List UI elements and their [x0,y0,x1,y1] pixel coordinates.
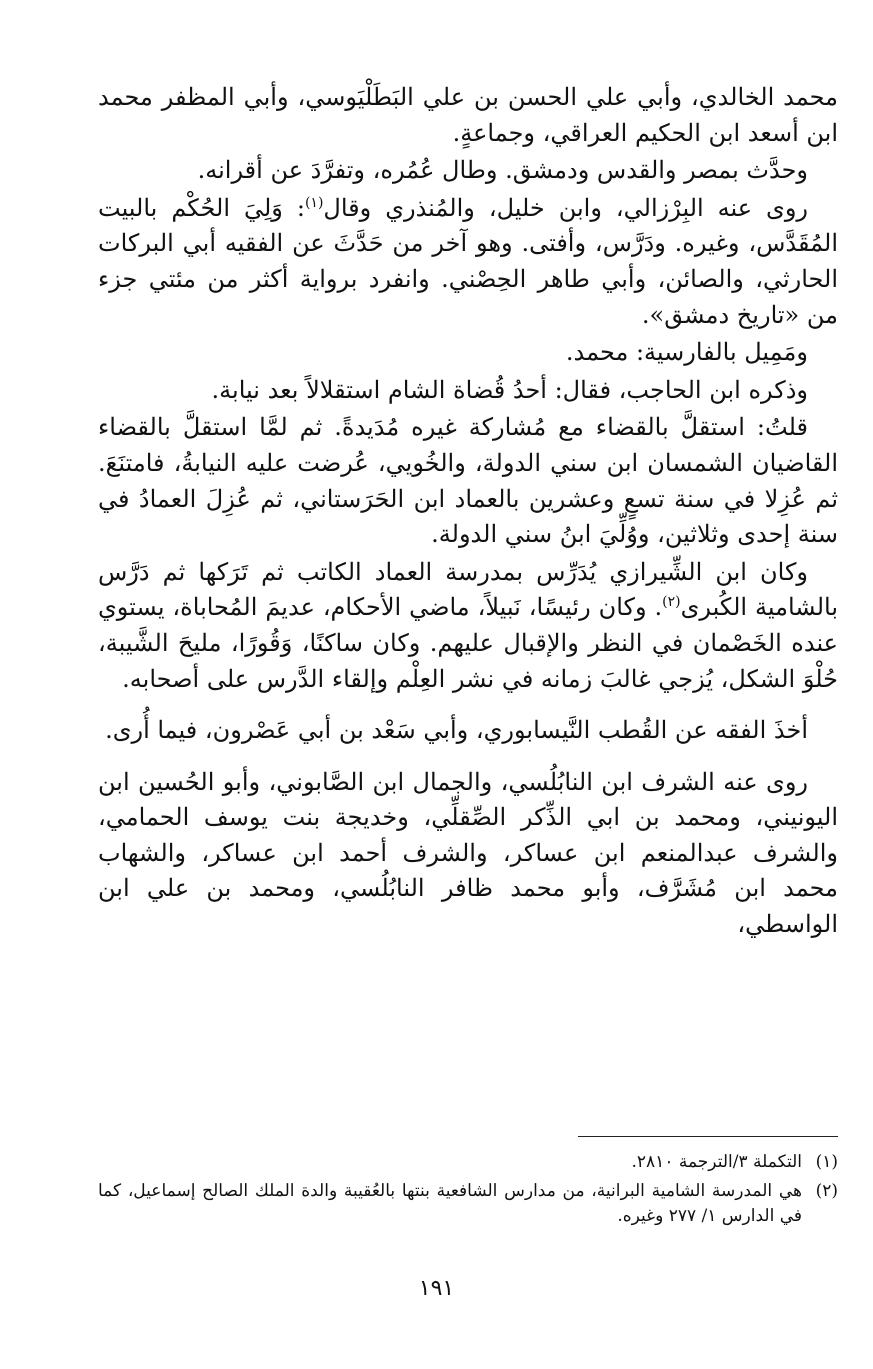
paragraph-7 [98,555,838,697]
paragraph-3 [98,191,838,333]
paragraph-7-text-b: . وكان رئيسًا، نَبيلاً، ماضي الأحكام، عديمَ المُحاباة، يستوي عنده الخَصْمان في النظر والإقبال عليهم. وكان ساكنًا، وَقُورًا، مليحَ الشَّيبة، حُلْوَ الشكل، يُزجي غالبَ زمانه في نشر العِلْم وإلقاء الدَّرس على أصحابه. [98,593,838,693]
paragraph-6: قلتُ: استقلَّ بالقضاء مع مُشاركة غيره مُدَيدةً. ثم لمَّا استقلَّ بالقضاء القاضيان الشمسان ابن سني الدولة، والخُويي، عُرضت عليه النيابةُ، فامتنَعَ. ثم عُزِلا في سنة تسعٍ وعشرين بالعماد ابن الحَرَستاني، ثم عُزِلَ العمادُ في سنة إحدى وثلاثين، ووُلِّيَ ابنُ سني الدولة. [98,413,838,549]
footnote-2-number: (٢) [815,1181,838,1201]
page-number: ١٩١ [418,1276,455,1301]
footnote-1 [98,1150,838,1175]
paragraph-4: ومَمِيل بالفارسية: محمد. [565,338,808,367]
footnotes [98,1150,838,1233]
paragraph-3-text-b: : وَلِيَ الحُكْم بالبيت المُقَدَّس، وغيره. ودَرَّس، وأفتى. وهو آخر من حَدَّثَ عن الفقيه أبي البركات الحارثي، والصائن، وأبي طاهر الحِصْني. وانفرد برواية أكثر من مئتي جزء من «تاريخ دمشق». [98,193,838,329]
paragraph-5: وذكره ابن الحاجب، فقال: أحدُ قُضاة الشام استقلالاً بعد نيابة. [211,375,808,404]
paragraph-3-text-a: روى عنه البِرْزالي، وابن خليل، والمُنذري وقال [323,193,809,222]
footnote-1-text: التكملة ٣/الترجمة ٢٨١٠. [631,1152,802,1172]
footnote-ref-2: (٢) [662,594,681,611]
footnote-divider [578,1136,838,1137]
footnote-2 [98,1179,838,1229]
footnote-ref-1: (١) [304,194,324,211]
paragraph-9: روى عنه الشرف ابن النابُلُسي، والجمال ابن الصَّابوني، وأبو الحُسين ابن اليونيني، ومحمد بن ابي الذِّكر الصِّقلِّي، وخديجة بنت يوسف الحمامي، والشرف عبدالمنعم ابن عساكر، والشرف أحمد ابن عساكر، والشهاب محمد ابن مُشَرَّف، وأبو محمد ظافر النابُلُسي، ومحمد بن علي ابن الواسطي، [98,767,838,939]
paragraph-8: أخذَ الفقه عن القُطب النَّيسابوري، وأبي سَعْد بن أبي عَصْرون، فيما أُرى. [105,716,808,745]
paragraph-1: محمد الخالدي، وأبي علي الحسن بن علي البَطَلْيَوسي، وأبي المظفر محمد ابن أسعد ابن الحكيم العراقي، وجماعةٍ. [98,83,838,147]
footnote-2-text: هي المدرسة الشامية البرانية، من مدارس الشافعية بنتها بالعُقيبة والدة الملك الصالح إسماعيل، كما في الدارس ١/ ٢٧٧ وغيره. [98,1181,802,1226]
paragraph-7-text-a: وكان ابن الشِّيرازي يُدَرِّس بمدرسة العماد الكاتب ثم تَرَكها ثم دَرَّس بالشامية الكُبرى [98,557,839,622]
paragraph-2: وحدَّث بمصر والقدس ودمشق. وطال عُمُره، وتفرَّدَ عن أقرانه. [197,156,808,185]
main-text [98,80,838,943]
footnote-1-number: (١) [815,1152,838,1172]
